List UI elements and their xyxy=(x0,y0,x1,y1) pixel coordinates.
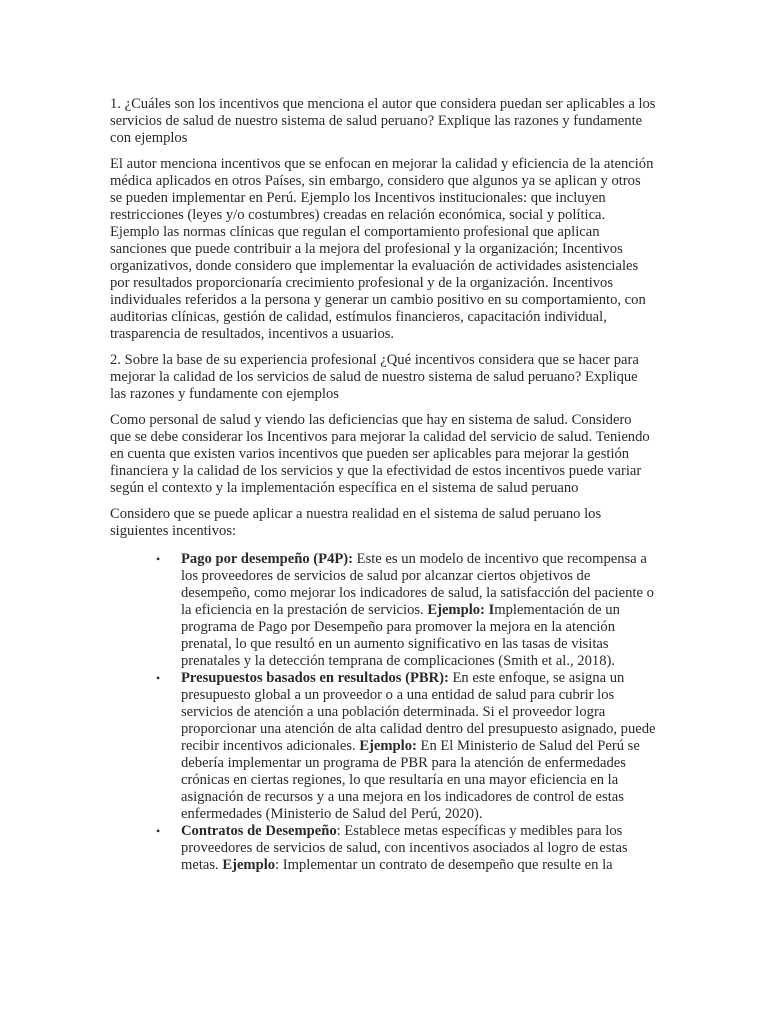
example-text: En El Ministerio de Salud del Perú se debería implementar un programa de PBR para la atención de enfermedades crónicas en ciertas regiones, lo que resultaría en una mayor eficiencia en la asignación de recursos y a una mejora en los indicadores de control de estas enfermedades (Ministerio de Salud del Perú, 2020). xyxy=(181,738,640,822)
bullet-icon: • xyxy=(156,552,161,566)
example-label: Ejemplo xyxy=(222,857,276,873)
example-text: mplementación de un programa de Pago por Desempeño para promover la mejora en la atención prenatal, lo que resultó en un aumento significativo en las tasas de visitas prenatales y la detección temprana de complicaciones (Smith et al., 2018). xyxy=(181,602,620,669)
list-item xyxy=(156,551,656,670)
item-text: : Establece metas específicas y medibles para los proveedores de servicios de salud, con incentivos asociados al logro de estas metas. xyxy=(181,823,628,873)
item-title: Pago por desempeño (P4P): xyxy=(181,551,353,567)
list-item xyxy=(156,823,656,874)
bullet-icon: • xyxy=(156,671,161,685)
example-label: Ejemplo: I xyxy=(427,602,495,618)
answer-2: Como personal de salud y viendo las deficiencias que hay en sistema de salud. Considero que se debe considerar los Incentivos para mejorar la calidad del servicio de salud. Teniendo en cuenta que existen varios incentivos que pueden ser aplicables para mejorar la gestión financiera y la calidad de los servicios y que la efectividad de estos incentivos puede variar según el contexto y la implementación específica en el sistema de salud peruano xyxy=(110,412,650,496)
answer-1: El autor menciona incentivos que se enfocan en mejorar la calidad y eficiencia de la atención médica aplicados en otros Países, sin embargo, considero que algunos ya se aplican y otros se pueden implementar en Perú. Ejemplo los Incentivos institucionales: que incluyen restricciones (leyes y/o costumbres) creadas en relación económica, social y política. Ejemplo las normas clínicas que regulan el comportamiento profesional que aplican sanciones que puede contribuir a la mejora del profesional y la organización; Incentivos organizativos, donde considero que implementar la evaluación de actividades asistenciales por resultados proporcionaría crecimiento profesional y de la organización. Incentivos individuales referidos a la persona y generar un cambio positivo en su comportamiento, con auditorias clínicas, gestión de calidad, estímulos financieros, capacitación individual, trasparencia de resultados, incentivos a usuarios. xyxy=(110,156,654,342)
example-text: : Implementar un contrato de desempeño que resulte en la xyxy=(275,857,613,873)
bullet-icon: • xyxy=(156,824,161,838)
document-page xyxy=(110,96,656,874)
item-title: Presupuestos basados en resultados (PBR): xyxy=(181,670,449,686)
example-label: Ejemplo: xyxy=(359,738,417,754)
question-2: 2. Sobre la base de su experiencia profesional ¿Qué incentivos considera que se hacer para mejorar la calidad de los servicios de salud de nuestro sistema de salud peruano? Explique las razones y fundamente con ejemplos xyxy=(110,352,639,402)
question-1: 1. ¿Cuáles son los incentivos que menciona el autor que considera puedan ser aplicables a los servicios de salud de nuestro sistema de salud peruano? Explique las razones y fundamente con ejemplos xyxy=(110,96,656,146)
list-item xyxy=(156,670,656,823)
list-intro: Considero que se puede aplicar a nuestra realidad en el sistema de salud peruano los siguientes incentivos: xyxy=(110,506,602,539)
item-text: En este enfoque, se asigna un presupuesto global a un proveedor o a una entidad de salud para cubrir los servicios de atención a una población determinada. Si el proveedor logra proporcionar una atención de alta calidad dentro del presupuesto asignado, puede recibir incentivos adicionales. xyxy=(181,670,656,754)
incentives-list xyxy=(110,551,656,874)
item-title: Contratos de Desempeño xyxy=(181,823,337,839)
item-text: Este es un modelo de incentivo que recompensa a los proveedores de servicios de salud por alcanzar ciertos objetivos de desempeño, como mejorar los indicadores de salud, la satisfacción del paciente o la eficiencia en la prestación de servicios. xyxy=(181,551,654,618)
